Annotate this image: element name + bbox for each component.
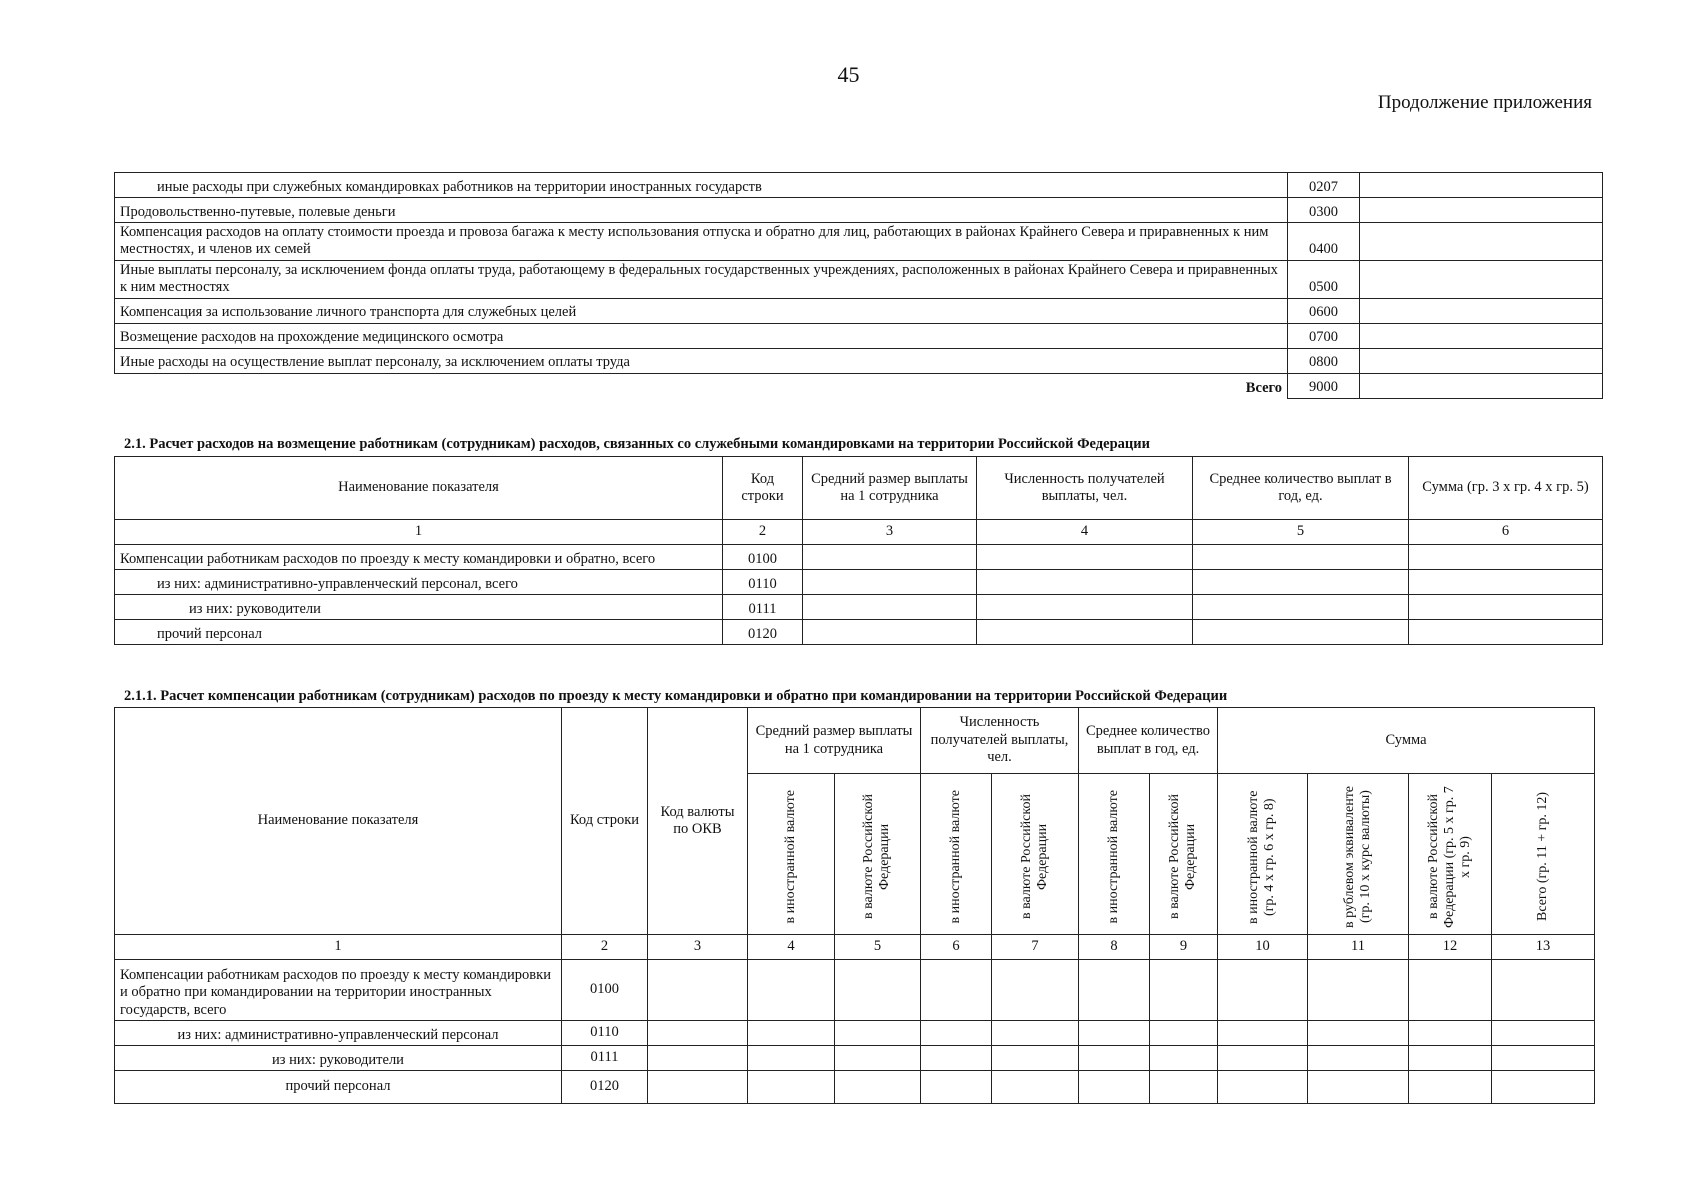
value-cell[interactable] [1193,595,1409,620]
column-subheader: в валюте Российской Федерации (гр. 5 х гр. 7 х гр. 9) [1409,774,1492,935]
value-cell[interactable] [1360,198,1603,223]
row-label: Иные расходы на осуществление выплат персоналу, за исключением оплаты труда [115,348,1288,373]
table-row [115,1021,1595,1046]
value-cell[interactable] [1308,960,1409,1021]
value-cell[interactable] [977,545,1193,570]
column-header: Средний размер выплаты на 1 сотрудника [748,708,921,774]
row-label: Компенсации работникам расходов по проезду к месту командировки и обратно, всего [115,545,723,570]
row-label: из них: административно-управленческий персонал, всего [115,570,723,595]
value-cell[interactable] [648,1021,748,1046]
value-cell[interactable] [1409,545,1603,570]
column-header: Среднее количество выплат в год, ед. [1193,457,1409,520]
column-number: 6 [1409,520,1603,545]
value-cell[interactable] [1193,620,1409,645]
value-cell[interactable] [1308,1021,1409,1046]
total-row [115,373,1603,398]
row-code: 0207 [1288,173,1360,198]
table-row [115,173,1603,198]
table-row [115,348,1603,373]
table-row [115,620,1603,645]
column-number-row [115,935,1595,960]
header-row [115,457,1603,520]
section-2-1-1-table [114,707,1595,1104]
column-header: Код строки [723,457,803,520]
value-cell[interactable] [1308,1071,1409,1104]
value-cell[interactable] [803,595,977,620]
value-cell[interactable] [803,620,977,645]
value-cell[interactable] [748,1021,835,1046]
column-subheader: в иностранной валюте [921,774,992,935]
value-cell[interactable] [1492,960,1595,1021]
value-cell[interactable] [803,570,977,595]
row-code: 0400 [1288,223,1360,261]
value-cell[interactable] [1079,1046,1150,1071]
table-row [115,595,1603,620]
section-2-1-table [114,456,1603,645]
value-cell[interactable] [1360,260,1603,298]
value-cell[interactable] [1492,1046,1595,1071]
value-cell[interactable] [992,960,1079,1021]
table-row [115,298,1603,323]
table-row [115,223,1603,261]
value-cell[interactable] [921,960,992,1021]
value-cell[interactable] [1360,223,1603,261]
column-number: 5 [1193,520,1409,545]
section-title-2-1: 2.1. Расчет расходов на возмещение работникам (сотрудникам) расходов, связанных со служебными командировками на территории Российской Федерации [124,436,1150,452]
column-number: 8 [1079,935,1150,960]
value-cell[interactable] [1409,960,1492,1021]
column-subheader: в иностранной валюте (гр. 4 х гр. 6 х гр. 8) [1218,774,1308,935]
column-number: 1 [115,935,562,960]
column-number: 2 [723,520,803,545]
column-header: Наименование показателя [115,708,562,935]
value-cell[interactable] [748,1071,835,1104]
column-subheader: Всего (гр. 11 + гр. 12) [1492,774,1595,935]
table-row [115,960,1595,1021]
column-number: 3 [803,520,977,545]
column-number: 7 [992,935,1079,960]
value-cell[interactable] [977,570,1193,595]
value-cell[interactable] [1360,173,1603,198]
row-label: иные расходы при служебных командировках работников на территории иностранных государств [115,173,1288,198]
column-number: 2 [562,935,648,960]
section-title-2-1-1: 2.1.1. Расчет компенсации работникам (сотрудникам) расходов по проезду к месту командировки и обратно при командировании на территории Российской Федерации [124,688,1228,704]
value-cell[interactable] [1218,960,1308,1021]
header-row [115,708,1595,774]
total-code: 9000 [1288,373,1360,398]
column-number: 5 [835,935,921,960]
column-header: Код строки [562,708,648,935]
value-cell[interactable] [1193,570,1409,595]
value-cell[interactable] [1409,570,1603,595]
value-cell[interactable] [1409,595,1603,620]
column-subheader: в иностранной валюте [748,774,835,935]
page-number: 45 [837,62,860,87]
column-header: Наименование показателя [115,457,723,520]
value-cell[interactable] [648,960,748,1021]
row-code: 0700 [1288,323,1360,348]
table-row [115,570,1603,595]
row-code: 0120 [723,620,803,645]
row-label: прочий персонал [115,620,723,645]
value-cell[interactable] [835,1021,921,1046]
value-cell[interactable] [1218,1071,1308,1104]
column-number: 10 [1218,935,1308,960]
table-row [115,323,1603,348]
column-subheader: в рублевом эквиваленте (гр. 10 х курс валюты) [1308,774,1409,935]
value-cell[interactable] [835,1046,921,1071]
value-cell[interactable] [992,1046,1079,1071]
row-code: 0100 [562,960,648,1021]
value-cell[interactable] [748,1046,835,1071]
row-code: 0300 [1288,198,1360,223]
value-cell[interactable] [803,545,977,570]
value-cell[interactable] [1079,1021,1150,1046]
value-cell[interactable] [1150,1046,1218,1071]
value-cell[interactable] [748,960,835,1021]
value-cell[interactable] [1079,960,1150,1021]
column-number: 3 [648,935,748,960]
column-number: 12 [1409,935,1492,960]
value-cell[interactable] [977,595,1193,620]
table-row [115,260,1603,298]
row-label: из них: руководители [115,595,723,620]
column-number: 1 [115,520,723,545]
row-code: 0600 [1288,298,1360,323]
total-label: Всего [115,373,1288,398]
continuation-label: Продолжение приложения [1377,92,1592,113]
value-cell[interactable] [1150,1021,1218,1046]
column-header: Код валюты по ОКВ [648,708,748,935]
row-label: из них: руководители [115,1046,562,1071]
column-number: 6 [921,935,992,960]
column-header: Сумма (гр. 3 х гр. 4 х гр. 5) [1409,457,1603,520]
value-cell[interactable] [648,1071,748,1104]
row-code: 0111 [723,595,803,620]
row-label: Продовольственно-путевые, полевые деньги [115,198,1288,223]
row-label: Возмещение расходов на прохождение медицинского осмотра [115,323,1288,348]
value-cell[interactable] [1360,323,1603,348]
column-number: 13 [1492,935,1595,960]
value-cell[interactable] [1492,1021,1595,1046]
value-cell[interactable] [992,1071,1079,1104]
table-row [115,1046,1595,1071]
column-subheader: в иностранной валюте [1079,774,1150,935]
value-cell[interactable] [1360,348,1603,373]
column-header: Средний размер выплаты на 1 сотрудника [803,457,977,520]
value-cell[interactable] [1409,620,1603,645]
value-cell[interactable] [1150,1071,1218,1104]
row-code: 0120 [562,1071,648,1104]
value-cell[interactable] [1492,1071,1595,1104]
row-label: прочий персонал [115,1071,562,1104]
value-cell[interactable] [1308,1046,1409,1071]
value-cell[interactable] [835,960,921,1021]
row-label: Иные выплаты персоналу, за исключением фонда оплаты труда, работающему в федеральных государственных учреждениях, расположенных в районах Крайнего Севера и приравненных к ним местностях [115,260,1288,298]
row-label: Компенсация за использование личного транспорта для служебных целей [115,298,1288,323]
row-label: Компенсация расходов на оплату стоимости проезда и провоза багажа к месту использования отпуска и обратно для лиц, работающих в районах Крайнего Севера и приравненных к ним местностях, и членов их семей [115,223,1288,261]
value-cell[interactable] [1079,1071,1150,1104]
column-header: Среднее количество выплат в год, ед. [1079,708,1218,774]
column-subheader: в валюте Российской Федерации [992,774,1079,935]
column-number-row [115,520,1603,545]
table-row [115,198,1603,223]
value-cell[interactable] [1409,1046,1492,1071]
column-subheader: в валюте Российской Федерации [1150,774,1218,935]
value-cell[interactable] [1150,960,1218,1021]
column-header: Численность получателей выплаты, чел. [977,457,1193,520]
value-cell[interactable] [1218,1021,1308,1046]
column-number: 9 [1150,935,1218,960]
column-subheader: в валюте Российской Федерации [835,774,921,935]
column-number: 4 [748,935,835,960]
row-code: 0800 [1288,348,1360,373]
column-header: Сумма [1218,708,1595,774]
value-cell[interactable] [1193,545,1409,570]
column-header: Численность получателей выплаты, чел. [921,708,1079,774]
expenses-table [114,172,1603,399]
value-cell[interactable] [1218,1046,1308,1071]
row-code: 0100 [723,545,803,570]
value-cell[interactable] [835,1071,921,1104]
value-cell[interactable] [1409,1021,1492,1046]
value-cell[interactable] [977,620,1193,645]
column-number: 4 [977,520,1193,545]
row-code: 0110 [562,1021,648,1046]
value-cell[interactable] [921,1046,992,1071]
value-cell[interactable] [921,1021,992,1046]
table-row [115,1071,1595,1104]
total-value-cell[interactable] [1360,373,1603,398]
row-label: из них: административно-управленческий персонал [115,1021,562,1046]
value-cell[interactable] [921,1071,992,1104]
value-cell[interactable] [1409,1071,1492,1104]
table-row [115,545,1603,570]
row-label: Компенсации работникам расходов по проезду к месту командировки и обратно при командировании на территории иностранных государств, всего [115,960,562,1021]
row-code: 0500 [1288,260,1360,298]
value-cell[interactable] [1360,298,1603,323]
value-cell[interactable] [648,1046,748,1071]
row-code: 0110 [723,570,803,595]
row-code: 0111 [562,1046,648,1071]
value-cell[interactable] [992,1021,1079,1046]
column-number: 11 [1308,935,1409,960]
